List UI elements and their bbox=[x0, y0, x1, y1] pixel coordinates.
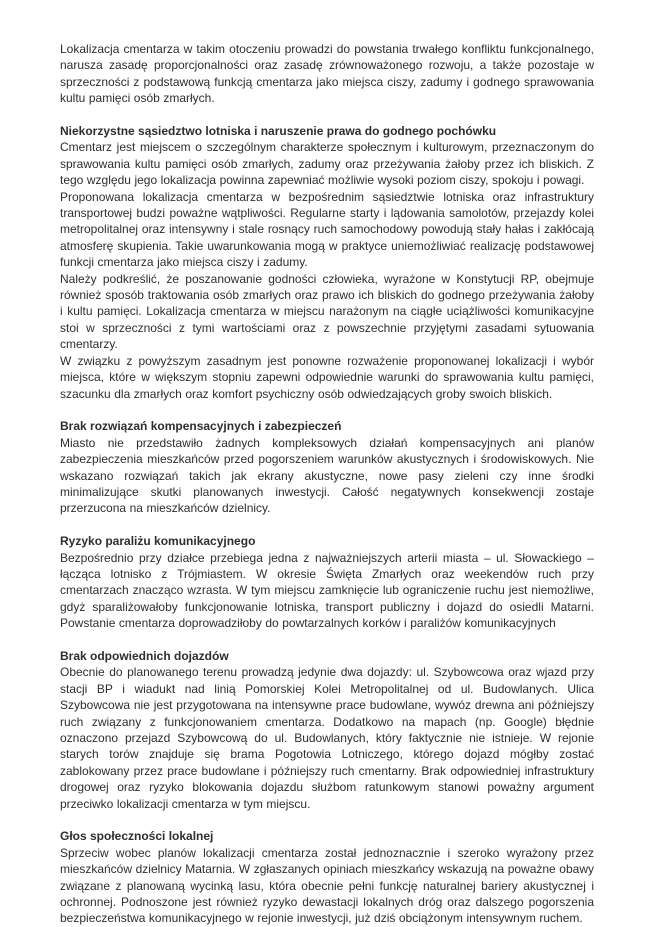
section-heading: Głos społeczności lokalnej bbox=[60, 829, 214, 844]
section-paragraph: Miasto nie przedstawiło żadnych kompleksowych działań kompensacyjnych ani planów zabezpieczenia mieszkańców przed pogorszeniem warunków akustycznych i środowiskowych. Nie wskazano rozwiązań takich jak ekrany akustyczne, nowe pasy zieleni czy inne środki minimalizujące skutki planowanych inwestycji. Całość negatywnych konsekwencji zostaje przerzucona na mieszkańców dzielnicy. bbox=[60, 435, 594, 516]
section-brak-dojazdow bbox=[60, 648, 594, 812]
section-paragraph: Sprzeciw wobec planów lokalizacji cmentarza został jednoznacznie i szeroko wyrażony przez mieszkańców dzielnicy Matarnia. W zgłaszanych opiniach mieszkańcy wskazują na poważne obawy związane z planowaną wycinką lasu, która obecnie pełni funkcję naturalnej bariery akustycznej i ochronnej. Podnoszone jest również ryzyko dewastacji lokalnych dróg oraz dalszego pogorszenia bezpieczeństwa komunikacyjnego w rejonie inwestycji, już dziś obciążonym intensywnym ruchem. bbox=[60, 845, 594, 926]
section-heading: Brak odpowiednich dojazdów bbox=[60, 648, 229, 663]
section-heading: Niekorzystne sąsiedztwo lotniska i naruszenie prawa do godnego pochówku bbox=[60, 124, 497, 139]
section-paragraph: Cmentarz jest miejscem o szczególnym charakterze społecznym i kulturowym, przeznaczonym do sprawowania kultu pamięci osób zmarłych, zadumy oraz przeżywania żałoby przez ich bliskich. Z tego względu jego lokalizacja powinna zapewniać możliwie wysoki poziom ciszy, spokoju i powagi. bbox=[60, 140, 594, 188]
section-ryzyko-paralizu bbox=[60, 533, 594, 631]
section-paragraph: Proponowana lokalizacja cmentarza w bezpośrednim sąsiedztwie lotniska oraz infrastruktury transportowej budzi poważne wątpliwości. Regularne starty i lądowania samolotów, przejazdy kolei metropolitalnej oraz intensywny i stale rosnący ruch samochodowy powodują stały hałas i zakłócają atmosferę skupienia. Takie uwarunkowania mogą w praktyce uniemożliwiać realizację podstawowej funkcji cmentarza jako miejsca ciszy i zadumy. bbox=[60, 189, 594, 270]
intro-paragraph: Lokalizacja cmentarza w takim otoczeniu prowadzi do powstania trwałego konfliktu funkcjonalnego, narusza zasadę proporcjonalności oraz zasadę zrównoważonego rozwoju, a także pozostaje w sprzeczności z podstawową funkcją cmentarza jako miejsca ciszy, zadumy i godnego sprawowania kultu pamięci osób zmarłych. bbox=[60, 42, 594, 106]
section-niekorzystne-sasiedztwo bbox=[60, 123, 594, 402]
section-paragraph: Należy podkreślić, że poszanowanie godności człowieka, wyrażone w Konstytucji RP, obejmuje również sposób traktowania osób zmarłych oraz prawo ich bliskich do godnego przeżywania żałoby i kultu pamięci. Lokalizacja cmentarza w miejscu narażonym na ciągłe uciążliwości komunikacyjne stoi w sprzeczności z tymi wartościami oraz z powszechnie przyjętymi zasadami sytuowania cmentarzy. bbox=[60, 271, 594, 352]
section-heading: Brak rozwiązań kompensacyjnych i zabezpieczeń bbox=[60, 419, 342, 434]
section-paragraph: Bezpośrednio przy działce przebiega jedna z najważniejszych arterii miasta – ul. Słowackiego – łącząca lotnisko z Trójmiastem. W okresie Święta Zmarłych oraz weekendów ruch przy cmentarzach znacząco wzrasta. W tym miejscu zamknięcie lub ograniczenie ruchu jest niemożliwe, gdyż sparaliżowałoby funkcjonowanie lotniska, transport publiczny i dojazd do osiedli Matarni. Powstanie cmentarza doprowadziłoby do powtarzalnych korków i paraliżów komunikacyjnych bbox=[60, 550, 594, 631]
section-paragraph: W związku z powyższym zasadnym jest ponowne rozważenie proponowanej lokalizacji i wybór miejsca, które w większym stopniu zapewni odpowiednie warunki do sprawowania kultu pamięci, szacunku dla zmarłych oraz komfort psychiczny osób odwiedzających groby swoich bliskich. bbox=[60, 353, 594, 401]
section-heading: Ryzyko paraliżu komunikacyjnego bbox=[60, 534, 256, 549]
section-brak-rozwiazan-kompensacyjnych bbox=[60, 418, 594, 516]
section-paragraph: Obecnie do planowanego terenu prowadzą jedynie dwa dojazdy: ul. Szybowcowa oraz wjazd przy stacji BP i wiadukt nad linią Pomorskiej Kolei Metropolitalnej od ul. Budowlanych. Ulica Szybowcowa nie jest przygotowana na intensywne prace budowlane, wywóz drewna ani późniejszy ruch związany z funkcjonowaniem cmentarza. Dodatkowo na mapach (np. Google) błędnie oznaczono przejazd Szybowcową do ul. Budowlanych, który faktycznie nie istnieje. W rejonie starych torów znajduje się brama Pogotowia Lotniczego, którego dojazd mógłby zostać zablokowany przez prace budowlane i późniejszy ruch cmentarny. Brak odpowiedniej infrastruktury drogowej oraz ryzyko blokowania dojazdu służbom ratunkowym stanowi poważny argument przeciwko lokalizacji cmentarza w tym miejscu. bbox=[60, 665, 594, 811]
section-glos-spolecznosci bbox=[60, 828, 594, 926]
